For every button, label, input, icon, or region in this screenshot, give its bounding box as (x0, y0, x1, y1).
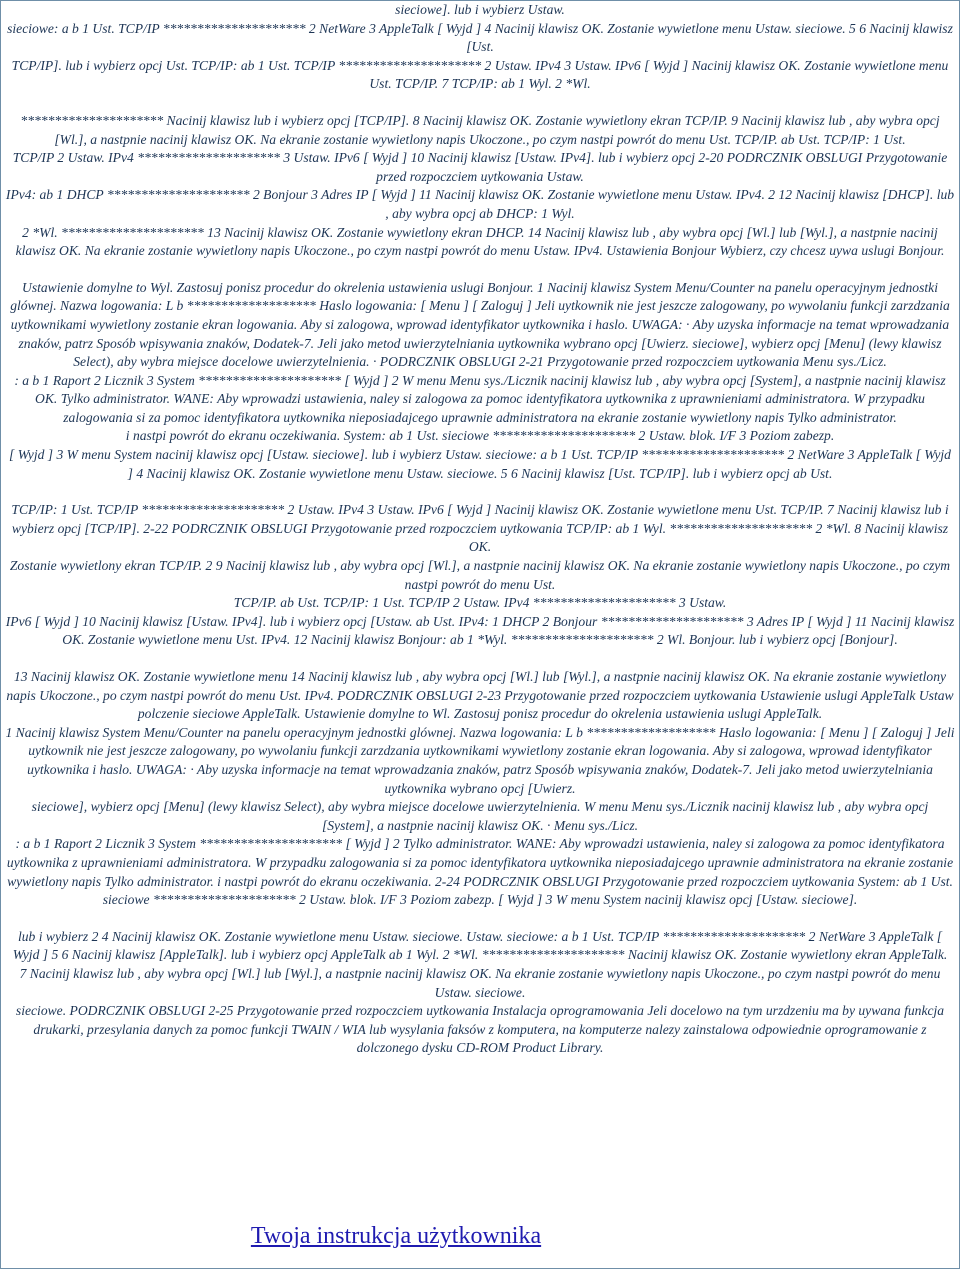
paragraph: IPv6 [ Wyjd ] 10 Nacinij klawisz [Ustaw. IPv4]. lub i wybierz opcj [Ustaw. ab Ust. IPv4: 1 DHCP 2 Bonjour ********************* 3 Adres IP [ Wyjd ] 11 Nacinij klawisz OK. Zostanie wywietlone menu Ust. IPv4. 12 Nacinij klawisz Bonjour: ab 1 *Wyl. ********************* 2 Wl. Bonjour. lub i wybierz opcj [Bonjour]. (5, 613, 955, 648)
paragraph: 13 Nacinij klawisz OK. Zostanie wywietlone menu 14 Nacinij klawisz lub , aby wybra opcj [Wl.] lub [Wyl.], a nastpnie nacinij klawisz OK. Na ekranie zostanie wywietlony napis Ukoczone., po czym nastpi powrót do menu Ust. IPv4. PODRCZNIK OBSLUGI 2-23 Przygotowanie przed rozpoczciem uytkowania Ustawienie uslugi AppleTalk Ustaw polczenie sieciowe AppleTalk. Ustawienie domylne to Wl. Zastosuj ponisz procedur do okrelenia ustawienia uslugi AppleTalk. (6, 669, 954, 722)
paragraph: TCP/IP. ab Ust. TCP/IP: 1 Ust. TCP/IP 2 Ustaw. IPv4 ********************* 3 Ustaw. (233, 595, 727, 611)
paragraph: [ Wyjd ] 3 W menu System nacinij klawisz opcj [Ustaw. sieciowe]. lub i wybierz Ustaw. sieciowe: a b 1 Ust. TCP/IP ********************* 2 NetWare 3 AppleTalk [ Wyjd ] 4 Nacinij klawisz OK. Zostanie wywietlone menu Ustaw. sieciowe. 5 6 Nacinij klawisz [Ust. TCP/IP]. lub i wybierz opcj ab Ust. (9, 447, 951, 481)
paragraph: TCP/IP 2 Ustaw. IPv4 ********************* 3 Ustaw. IPv6 [ Wyjd ] 10 Nacinij klawisz [Ustaw. IPv4]. lub i wybierz opcj 2-20 PODRCZNIK OBSLUGI Przygotowanie przed rozpoczciem uytkowania Ustaw. (12, 150, 948, 184)
paragraph: Zostanie wywietlony ekran TCP/IP. 2 9 Nacinij klawisz lub , aby wybra opcj [Wl.], a nastpnie nacinij klawisz OK. Na ekranie zostanie wywietlony napis Ukoczone., po czym nastpi powrót do menu Ust. (9, 558, 951, 592)
paragraph: 2 *Wl. ********************* 13 Nacinij klawisz OK. Zostanie wywietlony ekran DHCP. 14 Nacinij klawisz lub , aby wybra opcj [Wl.] lub [Wyl.], a nastpnie nacinij klawisz OK. Na ekranie zostanie wywietlony napis Ukoczone., po czym nastpi powrót do menu Ustaw. IPv4. Ustawienia Bonjour Wybierz, czy chcesz uywa uslugi Bonjour. (15, 224, 945, 259)
paragraph: Ustawienie domylne to Wyl. Zastosuj ponisz procedur do okrelenia ustawienia uslugi Bonjour. 1 Nacinij klawisz System Menu/Counter na panelu operacyjnym jednostki glównej. Nazwa logowania: L b ******************* Haslo logowania: [ Menu ] [ Zaloguj ] Jeli uytkownik nie jest jeszcze zalogowany, po wywolaniu funkcji zarzdzania uytkownikami wywietlony zostanie ekran logowania. Aby si zalogowa, wprowad identyfikator uytkownika i haslo. UWAGA: · Aby uzyska informacje na temat wprowadzania znaków, patrz Sposób wpisywania znaków, Dodatek-7. Jeli jako metod uwierzytelniania uytkownika wybrano opcj [Uwierz. sieciowe], wybierz opcj [Menu] (lewy klawisz Select), aby wybra miejsce docelowe uwierzytelnienia. · PODRCZNIK OBSLUGI 2-21 Przygotowanie przed rozpoczciem uytkowania Menu sys./Licz. (10, 279, 950, 370)
paragraph: TCP/IP: 1 Ust. TCP/IP ********************* 2 Ustaw. IPv4 3 Ustaw. IPv6 [ Wyjd ] Nacinij klawisz OK. Zostanie wywietlone menu Ust. TCP/IP. 7 Nacinij klawisz lub i wybierz opcj [TCP/IP]. 2-22 PODRCZNIK OBSLUGI Przygotowanie przed rozpoczciem uytkowania TCP/IP: ab 1 Wyl. ********************* 2 *Wl. 8 Nacinij klawisz OK. (11, 502, 949, 555)
paragraph-gap (1, 650, 959, 668)
paragraph: sieciowe]. lub i wybierz Ustaw. (395, 2, 565, 17)
paragraph-gap (1, 261, 959, 279)
paragraph: sieciowe. PODRCZNIK OBSLUGI 2-25 Przygotowanie przed rozpoczciem uytkowania Instalacja oprogramowania Jeli docelowo na tym urzdzeniu ma by uywana funkcja drukarki, przesylania danych za pomoc funkcji TWAIN / WIA lub wysylania faksów z komputera, na komputerze nalezy zainstalowa odpowiednie oprogramowanie z dolczonego dysku CD-ROM Product Library. (15, 1003, 945, 1056)
document-body (1, 1, 959, 1058)
paragraph-gap (1, 94, 959, 112)
paragraph: lub i wybierz 2 4 Nacinij klawisz OK. Zostanie wywietlone menu Ustaw. sieciowe. Ustaw. sieciowe: a b 1 Ust. TCP/IP ********************* 2 NetWare 3 AppleTalk [ Wyjd ] 5 6 Nacinij klawisz [AppleTalk]. lub i wybierz opcj AppleTalk ab 1 Wyl. 2 *Wl. ********************* Nacinij klawisz OK. Zostanie wywietlony ekran AppleTalk. (12, 928, 948, 963)
paragraph: IPv4: ab 1 DHCP ********************* 2 Bonjour 3 Adres IP [ Wyjd ] 11 Nacinij klawisz OK. Zostanie wywietlone menu Ustaw. IPv4. 2 12 Nacinij klawisz [DHCP]. lub , aby wybra opcj ab DHCP: 1 Wyl. (5, 187, 955, 221)
paragraph: TCP/IP]. lub i wybierz opcj Ust. TCP/IP: ab 1 Ust. TCP/IP ********************* 2 Ustaw. IPv4 3 Ustaw. IPv6 [ Wyjd ] Nacinij klawisz OK. Zostanie wywietlone menu Ust. TCP/IP. 7 TCP/IP: ab 1 Wyl. 2 *Wl. (11, 57, 949, 92)
paragraph: ********************* Nacinij klawisz lub i wybierz opcj [TCP/IP]. 8 Nacinij klawisz OK. Zostanie wywietlony ekran TCP/IP. 9 Nacinij klawisz lub , aby wybra opcj [Wl.], a nastpnie nacinij klawisz OK. Na ekranie zostanie wywietlony napis Ukoczone., po czym nastpi powrót do menu Ust. TCP/IP. ab Ust. TCP/IP: 1 Ust. (20, 112, 940, 147)
paragraph: sieciowe: a b 1 Ust. TCP/IP ********************* 2 NetWare 3 AppleTalk [ Wyjd ] 4 Nacinij klawisz OK. Zostanie wywietlone menu Ustaw. sieciowe. 5 6 Nacinij klawisz [Ust. (7, 20, 953, 55)
paragraph: sieciowe], wybierz opcj [Menu] (lewy klawisz Select), aby wybra miejsce docelowe uwierzytelnienia. W menu Menu sys./Licznik nacinij klawisz lub , aby wybra opcj [System], a nastpnie nacinij klawisz OK. · Menu sys./Licz. (31, 799, 929, 833)
paragraph: : a b 1 Raport 2 Licznik 3 System ********************* [ Wyjd ] 2 Tylko administrator. WANE: Aby wprowadzi ustawienia, naley si zalogowa za pomoc identyfikatora uytkownika z uprawnieniami administratora. W przypadku zalogowania si za pomoc identyfikatora uytkownika nieposiadajcego uprawnie administratora na ekranie zostanie wywietlony napis Tylko administrator. i nastpi powrót do ekranu oczekiwania. 2-24 PODRCZNIK OBSLUGI Przygotowanie przed rozpoczciem uytkowania System: ab 1 Ust. sieciowe ********************* 2 Ustaw. blok. I/F 3 Poziom zabezp. [ Wyjd ] 3 W menu System nacinij klawisz opcj [Ustaw. sieciowe]. (6, 836, 954, 908)
paragraph: : a b 1 Raport 2 Licznik 3 System ********************* [ Wyjd ] 2 W menu Menu sys./Licznik nacinij klawisz lub , aby wybra opcj [System], a nastpnie nacinij klawisz OK. Tylko administrator. WANE: Aby wprowadzi ustawienia, naley si zalogowa za pomoc identyfikatora uytkownika z uprawnieniami administratora. W przypadku zalogowania si za pomoc identyfikatora uytkownika nieposiadajcego uprawnie administratora na ekranie zostanie wywietlony napis Tylko administrator. (14, 372, 946, 425)
paragraph: i nastpi powrót do ekranu oczekiwania. System: ab 1 Ust. sieciowe ********************* 2 Ustaw. blok. I/F 3 Poziom zabezp. (125, 428, 835, 444)
user-manual-link[interactable]: Twoja instrukcja użytkownika (250, 1223, 542, 1249)
paragraph-gap (1, 483, 959, 501)
paragraph: 7 Nacinij klawisz lub , aby wybra opcj [Wl.] lub [Wyl.], a nastpnie nacinij klawisz OK. Na ekranie zostanie wywietlony napis Ukoczone., po czym nastpi powrót do menu Ustaw. sieciowe. (19, 965, 941, 1000)
paragraph: 1 Nacinij klawisz System Menu/Counter na panelu operacyjnym jednostki glównej. Nazwa logowania: L b ******************* Haslo logowania: [ Menu ] [ Zaloguj ] Jeli uytkownik nie jest jeszcze zalogowany, po wywolaniu funkcji zarzdzania uytkownikami wywietlony zostanie ekran logowania. Aby si zalogowa, wprowad identyfikator uytkownika i haslo. UWAGA: · Aby uzyska informacje na temat wprowadzania znaków, patrz Sposób wpisywania znaków, Dodatek-7. Jeli jako metod uwierzytelniania uytkownika wybrano opcj [Uwierz. (5, 724, 955, 796)
footer (1, 1221, 960, 1251)
paragraph-gap (1, 910, 959, 928)
